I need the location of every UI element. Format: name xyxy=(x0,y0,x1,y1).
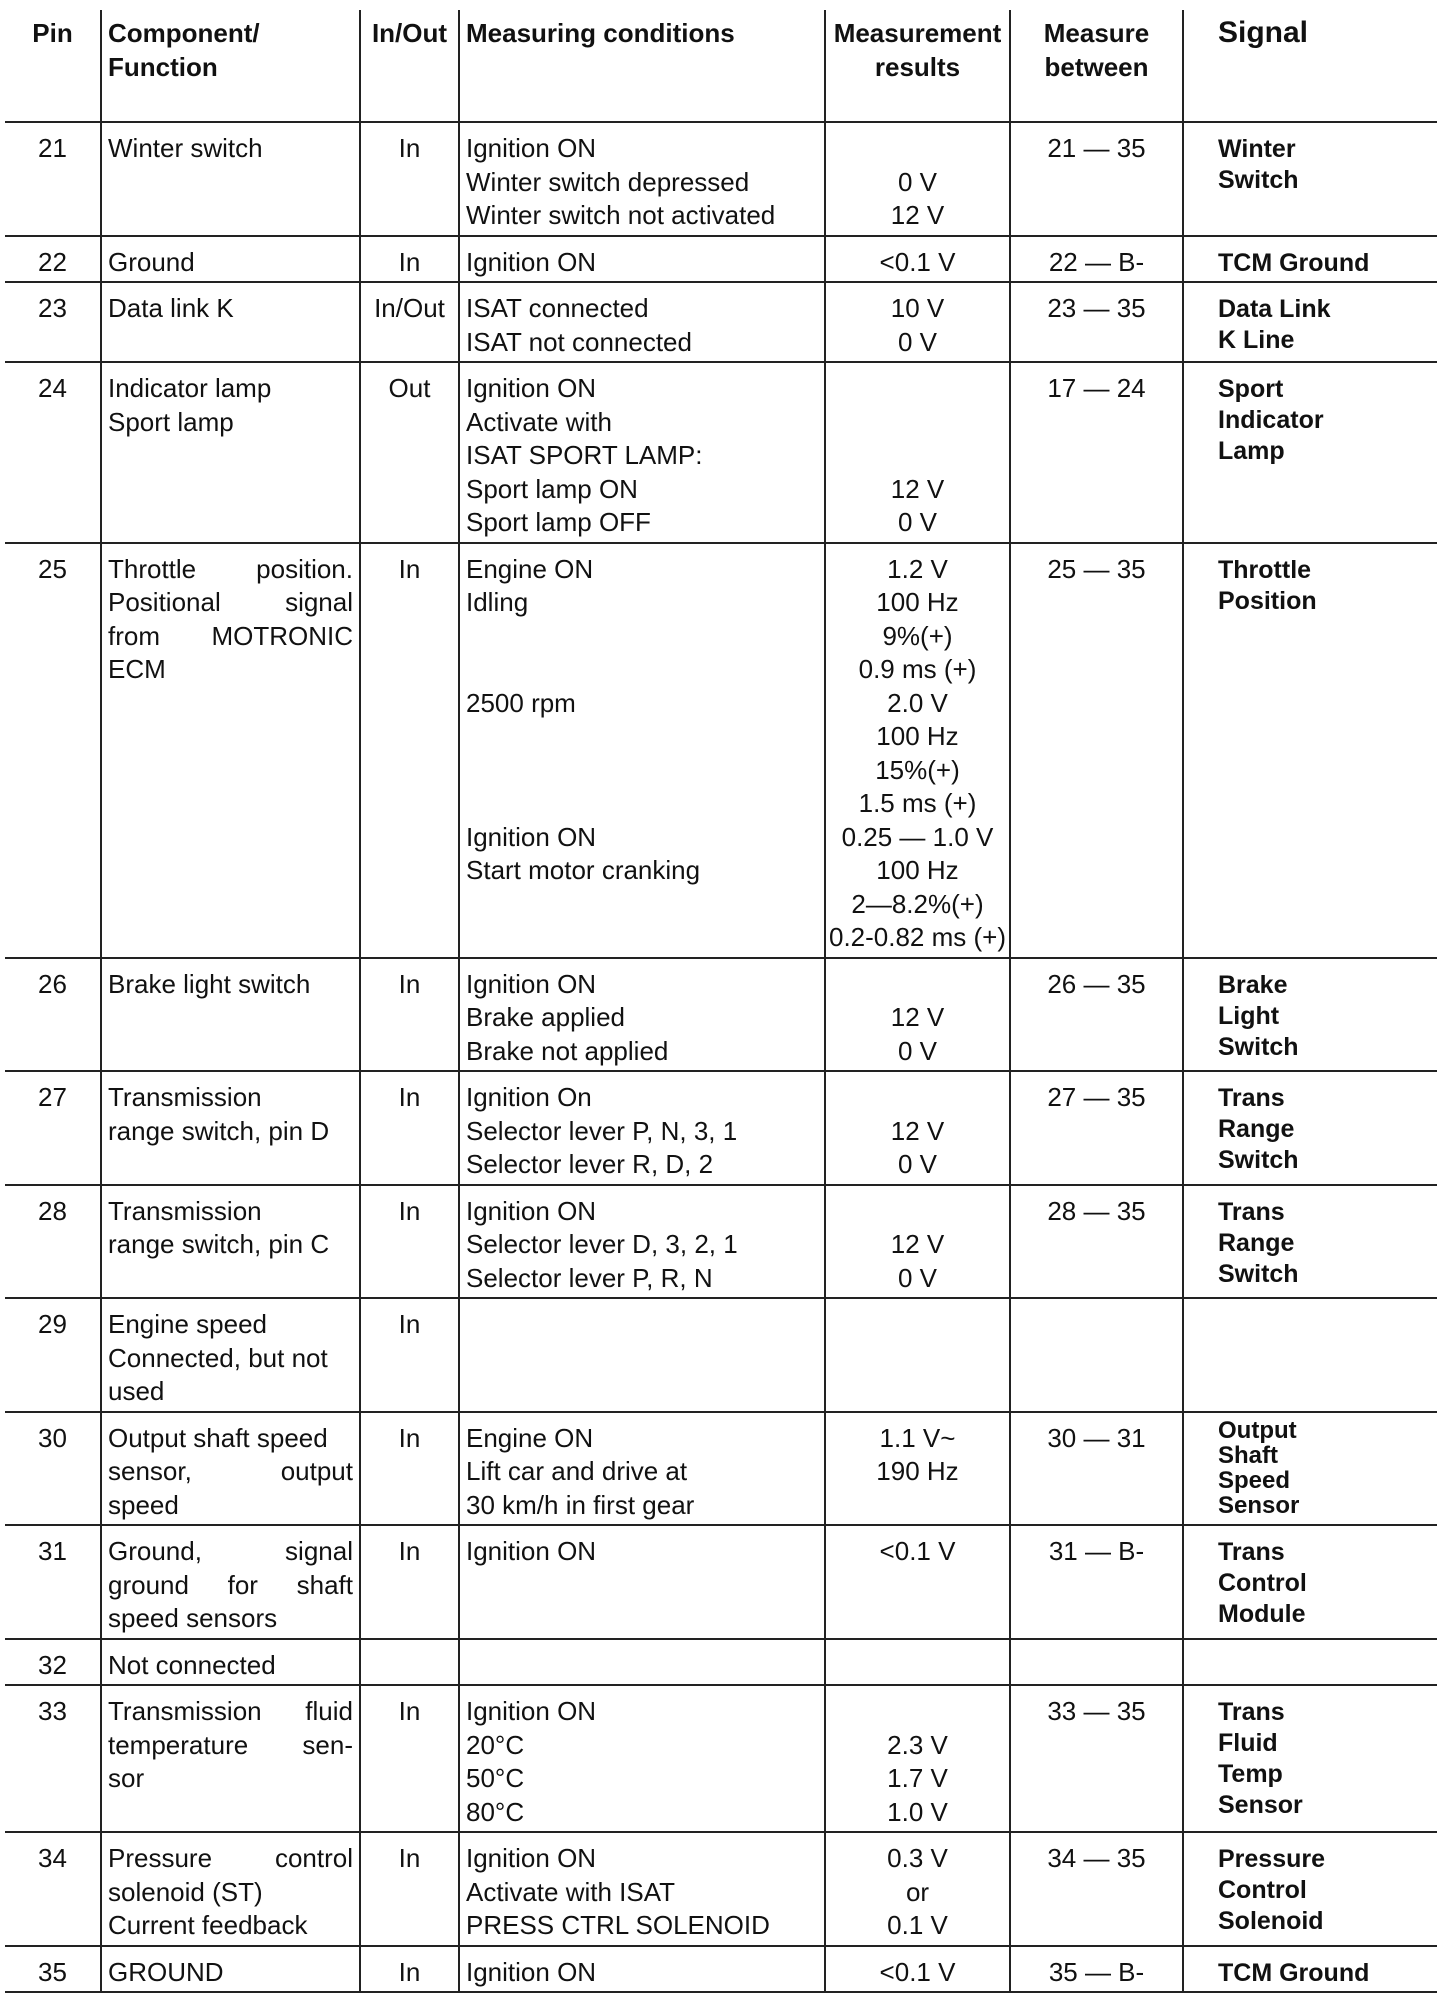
component-line: sor xyxy=(108,1763,145,1793)
in-out-cell: In/Out xyxy=(360,282,459,362)
component-line: Output shaft speed xyxy=(108,1422,328,1453)
table-row xyxy=(5,236,1437,283)
in-out-cell: In xyxy=(360,1298,459,1412)
signal-cell xyxy=(1183,1639,1437,1686)
component-cell xyxy=(101,1525,360,1639)
results-line: 100 Hz xyxy=(876,721,959,751)
results-line: 0.1 V xyxy=(887,1910,948,1940)
table-row xyxy=(5,362,1437,543)
conditions-line: Brake not applied xyxy=(466,1035,669,1066)
results-line: 100 Hz xyxy=(876,587,959,617)
signal-line: Trans xyxy=(1218,1698,1285,1726)
measure-between-cell xyxy=(1010,1639,1183,1686)
table-row xyxy=(5,958,1437,1072)
signal-line: K Line xyxy=(1218,326,1295,354)
signal-cell xyxy=(1183,1071,1437,1185)
component-cell xyxy=(101,236,360,283)
conditions-line: Ignition ON xyxy=(466,373,597,403)
results-line xyxy=(826,439,1009,473)
header-pin: Pin xyxy=(5,10,101,122)
conditions-line: Selector lever P, N, 3, 1 xyxy=(466,1115,738,1146)
results-line: 0.9 ms (+) xyxy=(858,654,977,684)
conditions-cell xyxy=(459,122,825,236)
results-cell xyxy=(825,1185,1010,1299)
in-out-cell: In xyxy=(360,1412,459,1526)
conditions-line: Ignition ON xyxy=(466,1843,597,1873)
conditions-line: 30 km/h in first gear xyxy=(466,1489,695,1520)
conditions-line: 80°C xyxy=(466,1796,525,1827)
measure-between-cell: 22 — B- xyxy=(1010,236,1183,283)
results-cell xyxy=(825,362,1010,543)
measure-between-cell: 25 — 35 xyxy=(1010,543,1183,958)
results-line: 12 V xyxy=(890,1229,945,1259)
results-cell xyxy=(825,1298,1010,1412)
signal-line: Control xyxy=(1218,1876,1307,1904)
table-row xyxy=(5,1412,1437,1526)
results-cell xyxy=(825,122,1010,236)
conditions-line xyxy=(466,787,824,821)
header-measure-between: Measure between xyxy=(1010,10,1183,122)
results-line xyxy=(826,406,1009,440)
signal-line: Output xyxy=(1218,1416,1297,1444)
table-row xyxy=(5,1946,1437,1993)
table-header-row xyxy=(5,10,1437,122)
signal-line: Switch xyxy=(1218,166,1299,194)
results-line: 12 V xyxy=(890,473,945,504)
results-line: 0.3 V xyxy=(887,1843,948,1873)
signal-cell xyxy=(1183,236,1437,283)
conditions-cell xyxy=(459,282,825,362)
results-line: 190 Hz xyxy=(876,1456,959,1486)
signal-line: Module xyxy=(1218,1600,1306,1628)
results-cell xyxy=(825,1832,1010,1946)
results-line: 0 V xyxy=(897,1035,938,1066)
component-cell xyxy=(101,1639,360,1686)
pin-cell: 28 xyxy=(5,1185,101,1299)
conditions-line: 20°C xyxy=(466,1729,525,1760)
component-line: Engine speed xyxy=(108,1309,268,1339)
signal-line: Light xyxy=(1218,1001,1280,1030)
conditions-line: Selector lever D, 3, 2, 1 xyxy=(466,1229,738,1259)
header-in-out: In/Out xyxy=(360,10,459,122)
signal-line: Trans xyxy=(1218,1197,1285,1226)
component-line: Ground xyxy=(108,246,195,277)
results-line: <0.1 V xyxy=(879,1536,956,1566)
conditions-line: Ignition ON xyxy=(466,1696,597,1726)
results-line: 1.0 V xyxy=(887,1796,948,1827)
results-cell xyxy=(825,543,1010,958)
component-line: Throttle position. xyxy=(108,553,353,584)
results-line: 1.1 V~ xyxy=(879,1422,956,1453)
signal-cell xyxy=(1183,1298,1437,1412)
pin-cell: 21 xyxy=(5,122,101,236)
signal-cell xyxy=(1183,1685,1437,1832)
conditions-line: Ignition ON xyxy=(466,246,597,277)
signal-line: Data Link xyxy=(1218,295,1331,323)
pin-measurement-table xyxy=(5,10,1437,1993)
component-line: sensor, output xyxy=(108,1456,353,1486)
conditions-cell xyxy=(459,543,825,958)
conditions-line xyxy=(466,653,824,687)
signal-line: Sensor xyxy=(1218,1491,1300,1519)
in-out-cell: In xyxy=(360,958,459,1072)
header-measurement-results: Measurement results xyxy=(825,10,1010,122)
pin-cell: 33 xyxy=(5,1685,101,1832)
table-row xyxy=(5,1685,1437,1832)
signal-cell xyxy=(1183,282,1437,362)
conditions-line: Brake applied xyxy=(466,1002,625,1032)
table-row xyxy=(5,1832,1437,1946)
results-line xyxy=(826,372,1009,406)
results-line: 12 V xyxy=(890,200,945,230)
signal-line: Speed xyxy=(1218,1466,1291,1494)
signal-line: Range xyxy=(1218,1228,1295,1257)
component-line: Data link K xyxy=(108,293,234,323)
conditions-line: Ignition ON xyxy=(466,1195,597,1226)
conditions-line xyxy=(466,921,824,955)
pin-cell: 31 xyxy=(5,1525,101,1639)
table-row xyxy=(5,282,1437,362)
component-line: GROUND xyxy=(108,1956,224,1987)
signal-line: Lamp xyxy=(1218,437,1285,465)
pin-cell: 24 xyxy=(5,362,101,543)
component-cell xyxy=(101,1298,360,1412)
conditions-line xyxy=(466,754,824,788)
results-line: 100 Hz xyxy=(876,855,959,885)
component-cell xyxy=(101,1685,360,1832)
conditions-line: Selector lever R, D, 2 xyxy=(466,1149,714,1179)
conditions-line: Ignition ON xyxy=(466,133,597,163)
results-cell xyxy=(825,1946,1010,1993)
pin-cell: 22 xyxy=(5,236,101,283)
signal-line: Shaft xyxy=(1218,1441,1278,1469)
results-line: <0.1 V xyxy=(879,246,956,277)
component-line: used xyxy=(108,1376,165,1406)
in-out-cell xyxy=(360,1639,459,1686)
table-row xyxy=(5,1071,1437,1185)
component-cell xyxy=(101,543,360,958)
component-cell xyxy=(101,958,360,1072)
results-line: 0 V xyxy=(897,1149,938,1179)
conditions-line: Engine ON xyxy=(466,553,594,584)
pin-cell: 29 xyxy=(5,1298,101,1412)
results-line: 0.25 — 1.0 V xyxy=(841,821,994,852)
component-line: Not connected xyxy=(108,1649,276,1680)
pin-cell: 25 xyxy=(5,543,101,958)
table-row xyxy=(5,1639,1437,1686)
in-out-cell: In xyxy=(360,1946,459,1993)
signal-line: Trans xyxy=(1218,1084,1285,1112)
results-line: 1.2 V xyxy=(887,553,948,584)
measure-between-cell: 31 — B- xyxy=(1010,1525,1183,1639)
results-line: 15%(+) xyxy=(875,754,960,785)
conditions-line: Ignition ON xyxy=(466,968,597,999)
conditions-line: Lift car and drive at xyxy=(466,1456,688,1486)
pin-cell: 27 xyxy=(5,1071,101,1185)
component-line: Positional signal xyxy=(108,587,353,617)
results-line xyxy=(826,1195,1009,1229)
component-line: Brake light switch xyxy=(108,968,311,999)
signal-line: Indicator xyxy=(1218,406,1324,434)
header-signal: Signal xyxy=(1183,10,1437,122)
pin-cell: 35 xyxy=(5,1946,101,1993)
table-row xyxy=(5,122,1437,236)
results-line: 12 V xyxy=(890,1002,945,1032)
results-cell xyxy=(825,1525,1010,1639)
conditions-cell xyxy=(459,958,825,1072)
conditions-cell xyxy=(459,1071,825,1185)
component-line: ECM xyxy=(108,654,166,684)
results-line xyxy=(826,968,1009,1002)
signal-line: Solenoid xyxy=(1218,1907,1324,1935)
conditions-cell xyxy=(459,362,825,543)
conditions-cell xyxy=(459,1298,825,1412)
signal-line: Switch xyxy=(1218,1146,1299,1174)
measure-between-cell: 33 — 35 xyxy=(1010,1685,1183,1832)
in-out-cell: In xyxy=(360,1071,459,1185)
conditions-line: Ignition ON xyxy=(466,1956,597,1987)
in-out-cell: In xyxy=(360,1185,459,1299)
signal-line: TCM Ground xyxy=(1218,1958,1370,1987)
in-out-cell: In xyxy=(360,543,459,958)
conditions-cell xyxy=(459,1185,825,1299)
component-cell xyxy=(101,1946,360,1993)
measure-between-cell: 30 — 31 xyxy=(1010,1412,1183,1526)
component-cell xyxy=(101,282,360,362)
conditions-line: Sport lamp ON xyxy=(466,473,638,504)
results-line xyxy=(826,132,1009,166)
measure-between-cell: 21 — 35 xyxy=(1010,122,1183,236)
measure-between-cell: 27 — 35 xyxy=(1010,1071,1183,1185)
conditions-cell xyxy=(459,1685,825,1832)
results-line: <0.1 V xyxy=(879,1956,956,1987)
component-line: ground for shaft xyxy=(108,1569,353,1600)
results-line xyxy=(826,1695,1009,1729)
conditions-cell xyxy=(459,1639,825,1686)
conditions-line: Idling xyxy=(466,587,529,617)
conditions-line: Start motor cranking xyxy=(466,855,701,885)
conditions-cell xyxy=(459,236,825,283)
results-line: 2.3 V xyxy=(887,1729,948,1760)
results-cell xyxy=(825,958,1010,1072)
conditions-line: Engine ON xyxy=(466,1422,594,1453)
table-row xyxy=(5,1185,1437,1299)
conditions-line xyxy=(466,888,824,922)
component-line: Connected, but not xyxy=(108,1342,328,1373)
results-line: 2.0 V xyxy=(887,687,948,718)
results-cell xyxy=(825,282,1010,362)
signal-line: TCM Ground xyxy=(1218,248,1370,277)
table-body xyxy=(5,122,1437,1992)
in-out-cell: In xyxy=(360,122,459,236)
component-line: Transmission xyxy=(108,1082,262,1112)
conditions-line: Winter switch depressed xyxy=(466,166,750,197)
pin-cell: 23 xyxy=(5,282,101,362)
results-line: 0 V xyxy=(897,1262,938,1293)
results-cell xyxy=(825,1412,1010,1526)
signal-line: Sport xyxy=(1218,375,1284,403)
component-line: Pressure control xyxy=(108,1843,353,1873)
signal-line: Winter xyxy=(1218,135,1296,163)
results-cell xyxy=(825,1071,1010,1185)
component-line: Indicator lamp xyxy=(108,373,272,403)
conditions-line xyxy=(466,720,824,754)
measure-between-cell: 28 — 35 xyxy=(1010,1185,1183,1299)
component-line: from MOTRONIC xyxy=(108,620,353,651)
component-line: temperature sen- xyxy=(108,1729,353,1760)
component-cell xyxy=(101,1185,360,1299)
results-line: 0.2-0.82 ms (+) xyxy=(828,922,1006,952)
results-line: 0 V xyxy=(897,507,938,537)
conditions-line: 2500 rpm xyxy=(466,687,576,718)
component-line: speed xyxy=(108,1489,179,1520)
conditions-line: PRESS CTRL SOLENOID xyxy=(466,1910,770,1940)
conditions-line: Ignition ON xyxy=(466,1536,597,1566)
component-line: Current feedback xyxy=(108,1910,308,1940)
signal-cell xyxy=(1183,122,1437,236)
signal-cell xyxy=(1183,1412,1437,1526)
signal-line: Sensor xyxy=(1218,1791,1303,1819)
conditions-line: Activate with ISAT xyxy=(466,1876,676,1907)
conditions-cell xyxy=(459,1946,825,1993)
conditions-line: Selector lever P, R, N xyxy=(466,1262,713,1293)
component-line: speed sensors xyxy=(108,1603,278,1633)
results-line: 10 V xyxy=(890,293,945,323)
pin-cell: 26 xyxy=(5,958,101,1072)
signal-cell xyxy=(1183,362,1437,543)
signal-cell xyxy=(1183,1946,1437,1993)
measure-between-cell: 23 — 35 xyxy=(1010,282,1183,362)
component-cell xyxy=(101,362,360,543)
results-line: 2—8.2%(+) xyxy=(851,888,984,919)
pin-cell: 32 xyxy=(5,1639,101,1686)
conditions-line: ISAT connected xyxy=(466,293,649,323)
table-row xyxy=(5,543,1437,958)
in-out-cell: In xyxy=(360,1525,459,1639)
conditions-cell xyxy=(459,1832,825,1946)
signal-line: Fluid xyxy=(1218,1729,1278,1757)
signal-line: Trans xyxy=(1218,1538,1285,1566)
results-line: 1.5 ms (+) xyxy=(858,788,977,818)
component-line: Winter switch xyxy=(108,133,263,163)
results-cell xyxy=(825,1685,1010,1832)
measure-between-cell: 34 — 35 xyxy=(1010,1832,1183,1946)
signal-line: Brake xyxy=(1218,970,1288,999)
conditions-line: Sport lamp OFF xyxy=(466,507,651,537)
component-line: range switch, pin C xyxy=(108,1229,330,1259)
results-line: 9%(+) xyxy=(882,620,953,651)
component-line: Transmission fluid xyxy=(108,1696,353,1726)
measure-between-cell xyxy=(1010,1298,1183,1412)
signal-cell xyxy=(1183,958,1437,1072)
results-line: 0 V xyxy=(897,166,938,197)
conditions-line: Ignition On xyxy=(466,1082,592,1112)
results-cell xyxy=(825,236,1010,283)
component-line: Ground, signal xyxy=(108,1536,353,1566)
signal-line: Temp xyxy=(1218,1760,1283,1788)
conditions-line: Winter switch not activated xyxy=(466,200,776,230)
results-line: 12 V xyxy=(890,1115,945,1146)
conditions-line: ISAT SPORT LAMP: xyxy=(466,440,703,470)
conditions-line xyxy=(466,620,824,654)
results-line: 0 V xyxy=(897,326,938,357)
in-out-cell: Out xyxy=(360,362,459,543)
signal-line: Range xyxy=(1218,1115,1295,1143)
pin-cell: 34 xyxy=(5,1832,101,1946)
signal-cell xyxy=(1183,1185,1437,1299)
measure-between-cell: 35 — B- xyxy=(1010,1946,1183,1993)
component-cell xyxy=(101,1412,360,1526)
signal-line: Throttle xyxy=(1218,555,1312,584)
header-component: Component/ Function xyxy=(101,10,360,122)
measure-between-cell: 17 — 24 xyxy=(1010,362,1183,543)
signal-line: Control xyxy=(1218,1569,1307,1597)
measure-between-cell: 26 — 35 xyxy=(1010,958,1183,1072)
signal-cell xyxy=(1183,1832,1437,1946)
results-cell xyxy=(825,1639,1010,1686)
in-out-cell: In xyxy=(360,236,459,283)
signal-line: Switch xyxy=(1218,1032,1299,1061)
component-cell xyxy=(101,1071,360,1185)
signal-line: Switch xyxy=(1218,1259,1299,1288)
conditions-line: ISAT not connected xyxy=(466,326,692,357)
component-line: solenoid (ST) xyxy=(108,1876,263,1907)
signal-line: Position xyxy=(1218,586,1317,615)
component-line: range switch, pin D xyxy=(108,1115,330,1146)
conditions-line: 50°C xyxy=(466,1763,525,1793)
component-cell xyxy=(101,122,360,236)
in-out-cell: In xyxy=(360,1685,459,1832)
results-line: or xyxy=(905,1876,930,1907)
results-line xyxy=(826,1081,1009,1115)
component-cell xyxy=(101,1832,360,1946)
signal-cell xyxy=(1183,1525,1437,1639)
signal-line: Pressure xyxy=(1218,1845,1326,1873)
conditions-cell xyxy=(459,1525,825,1639)
conditions-cell xyxy=(459,1412,825,1526)
pin-cell: 30 xyxy=(5,1412,101,1526)
conditions-line: Ignition ON xyxy=(466,821,597,852)
conditions-line: Activate with xyxy=(466,406,612,437)
table-row xyxy=(5,1525,1437,1639)
table-row xyxy=(5,1298,1437,1412)
component-line: Transmission xyxy=(108,1195,262,1226)
header-measuring-conditions: Measuring conditions xyxy=(459,10,825,122)
in-out-cell: In xyxy=(360,1832,459,1946)
component-line: Sport lamp xyxy=(108,406,234,437)
results-line: 1.7 V xyxy=(887,1763,948,1793)
signal-cell xyxy=(1183,543,1437,958)
